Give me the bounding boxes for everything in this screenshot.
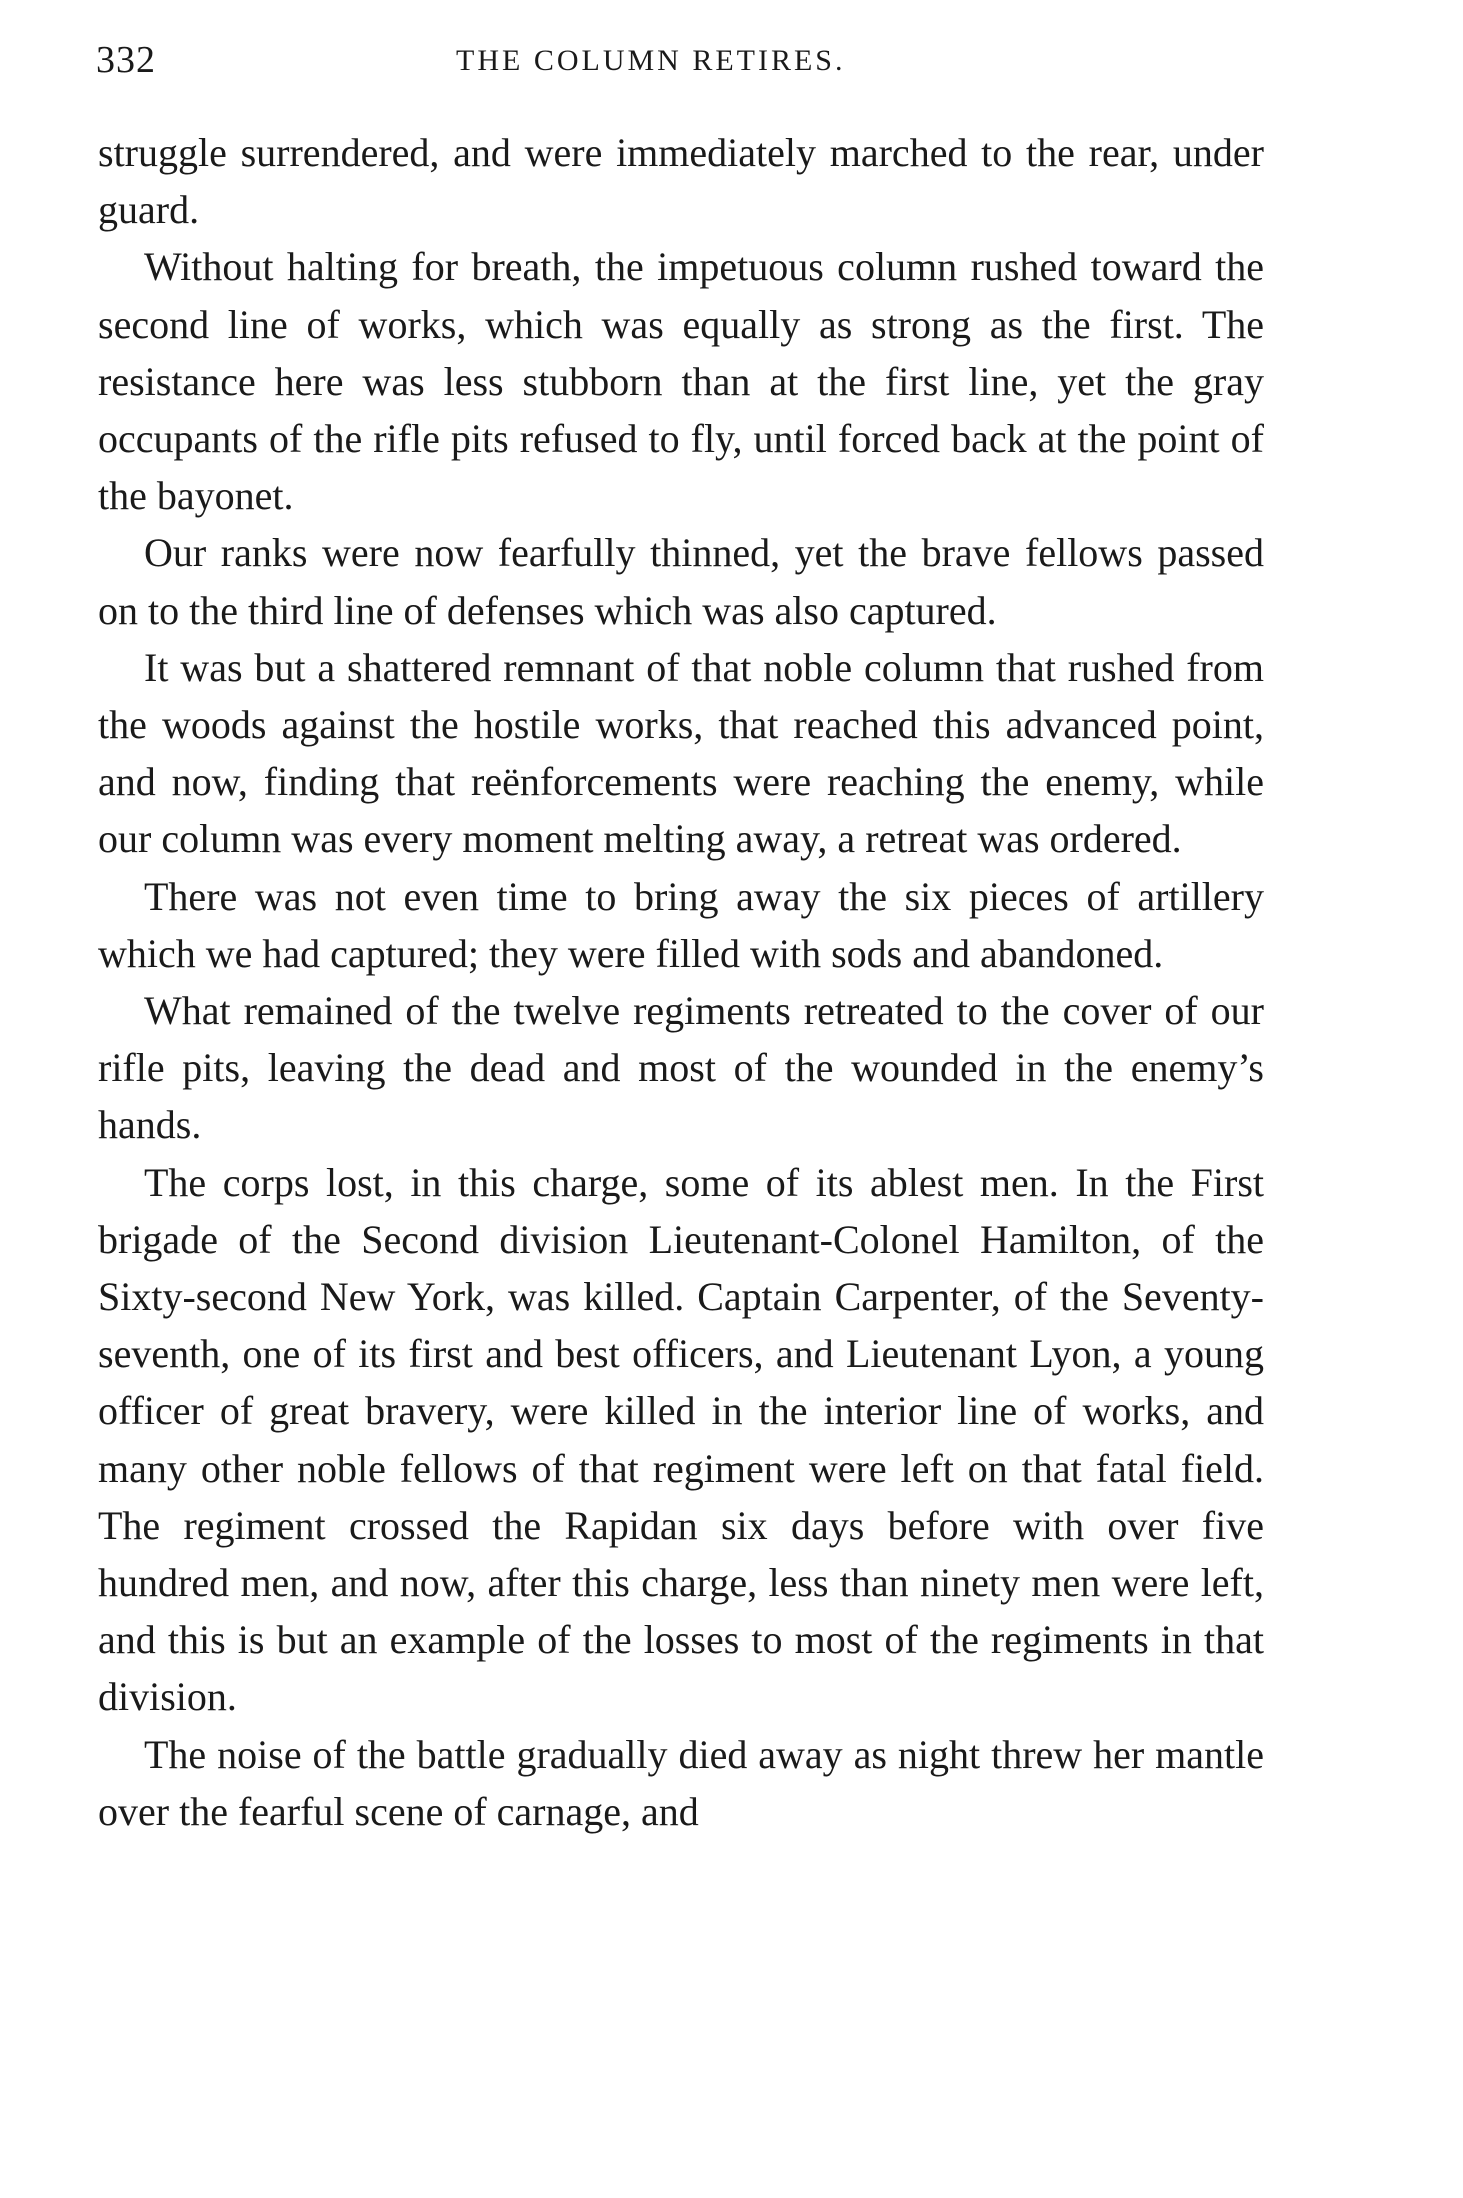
page-number: 332: [96, 39, 156, 81]
paragraph: There was not even time to bring away the six pieces of artillery which we had captured; they were filled with sods and abandoned.: [98, 873, 1264, 976]
paragraph: The noise of the battle gradually died away as night threw her mantle over the fearful scene of carnage, and: [98, 1731, 1264, 1834]
paragraph: Without halting for breath, the impetuous column rushed toward the second line of works, which was equally as strong as the first. The resistance here was less stubborn than at the first line, yet the gray occupants of the rifle pits refused to fly, until forced back at the point of the bayonet.: [98, 244, 1264, 519]
paragraph: What remained of the twelve regiments retreated to the cover of our rifle pits, leaving the dead and most of the wounded in the enemy’s hands.: [98, 988, 1264, 1148]
paragraph: Our ranks were now fearfully thinned, yet the brave fellows passed on to the third line of defenses which was also captured.: [98, 530, 1264, 633]
paragraph-continued: struggle surrendered, and were immediately marched to the rear, under guard.: [98, 130, 1264, 233]
paragraph: The corps lost, in this charge, some of its ablest men. In the First brigade of the Second division Lieutenant-Colonel Hamilton, of the Sixty-second New York, was killed. Captain Carpenter, of the Seventy-seventh, one of its first and best officers, and Lieutenant Lyon, a young officer of great bravery, were killed in the interior line of works, and many other noble fellows of that regiment were left on that fatal field. The regiment crossed the Rapidan six days before with over five hundred men, and now, after this charge, less than ninety men were left, and this is but an example of the losses to most of the regiments in that division.: [98, 1159, 1264, 1720]
running-title: THE COLUMN RETIRES.: [456, 44, 846, 77]
running-head: [96, 38, 1266, 98]
paragraph: It was but a shattered remnant of that noble column that rushed from the woods against the hostile works, that reached this advanced point, and now, finding that reënforcements were reaching the enemy, while our column was every moment melting away, a retreat was ordered.: [98, 644, 1264, 862]
body-text: [98, 124, 1264, 1840]
